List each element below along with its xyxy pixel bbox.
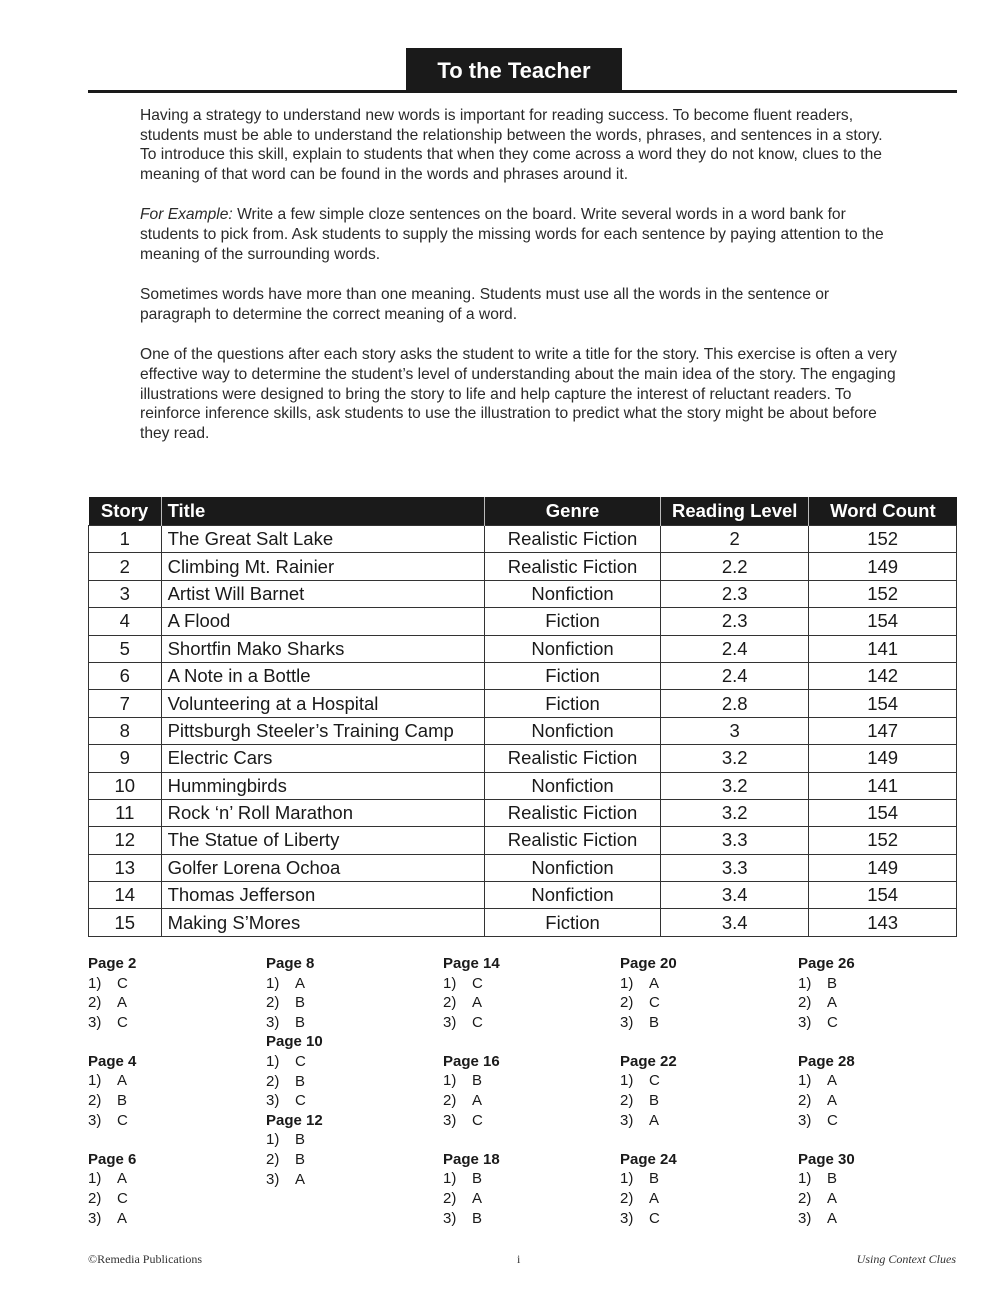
answer-letter: C: [117, 974, 128, 992]
answer-number: 1): [443, 1072, 457, 1090]
answer-number: 3): [266, 1170, 280, 1188]
answer-group: [88, 954, 258, 1032]
header-word-count: Word Count: [809, 497, 957, 526]
answer-letter: A: [472, 994, 483, 1012]
answer-page-heading: Page 12: [266, 1111, 323, 1129]
story-table-body: [89, 526, 957, 937]
cell-genre: Fiction: [484, 662, 660, 689]
table-row: [89, 662, 957, 689]
cell-reading-level: 2: [661, 526, 809, 553]
answer-page-heading: Page 2: [88, 955, 137, 972]
cell-story: 12: [89, 827, 162, 854]
answer-letter: B: [472, 1170, 483, 1188]
answer-row: [443, 1091, 613, 1111]
answer-column: [798, 954, 968, 1248]
answer-letter: C: [117, 1013, 128, 1031]
answer-letter: A: [827, 994, 838, 1012]
example-body: Write a few simple cloze sentences on the board. Write several words in a word bank for students to pick from. Ask students to supply the missing words for each sentence by paying attention to the meaning of the surrounding words.: [140, 206, 884, 263]
answer-group: [88, 1150, 258, 1228]
answer-letter: B: [295, 1013, 306, 1031]
answer-group: [620, 1052, 790, 1130]
cell-genre: Realistic Fiction: [484, 799, 660, 826]
cell-genre: Realistic Fiction: [484, 553, 660, 580]
answer-letter: C: [117, 1189, 128, 1207]
answer-number: 1): [88, 1170, 102, 1188]
cell-title: A Flood: [161, 608, 484, 635]
header-story: Story: [89, 497, 162, 526]
cell-genre: Nonfiction: [484, 717, 660, 744]
table-row: [89, 717, 957, 744]
table-row: [89, 799, 957, 826]
table-row: [89, 882, 957, 909]
table-row: [89, 854, 957, 881]
cell-genre: Realistic Fiction: [484, 745, 660, 772]
cell-reading-level: 2.4: [661, 635, 809, 662]
table-row: [89, 526, 957, 553]
answer-letter: A: [649, 1189, 660, 1207]
cell-genre: Nonfiction: [484, 580, 660, 607]
answer-row: [620, 1111, 790, 1131]
answer-letter: C: [295, 1092, 306, 1110]
answer-group: [620, 954, 790, 1032]
cell-title: Rock ‘n’ Roll Marathon: [161, 799, 484, 826]
answer-number: 1): [266, 1131, 280, 1149]
table-row: [89, 690, 957, 717]
answer-row: [798, 1111, 968, 1131]
cell-reading-level: 2.3: [661, 608, 809, 635]
answer-letter: A: [649, 974, 660, 992]
example-lead: For Example:: [140, 206, 233, 224]
cell-reading-level: 3.3: [661, 854, 809, 881]
answer-group: [266, 1032, 436, 1110]
cell-genre: Realistic Fiction: [484, 526, 660, 553]
answer-number: 2): [443, 1092, 457, 1110]
cell-reading-level: 3.2: [661, 772, 809, 799]
answer-letter: B: [117, 1092, 128, 1110]
table-row: [89, 745, 957, 772]
answer-group: [443, 1150, 613, 1228]
answer-letter: B: [295, 1072, 306, 1090]
answer-row: [88, 1209, 258, 1229]
answer-number: 3): [620, 1111, 634, 1129]
cell-genre: Fiction: [484, 608, 660, 635]
cell-story: 3: [89, 580, 162, 607]
cell-genre: Nonfiction: [484, 882, 660, 909]
answer-number: 2): [620, 994, 634, 1012]
table-row: [89, 635, 957, 662]
answer-row: [88, 1071, 258, 1091]
answer-page-heading: Page 26: [798, 955, 855, 972]
footer-book-title: Using Context Clues: [856, 1252, 956, 1266]
answer-group: [266, 954, 436, 1032]
answer-page-heading: Page 24: [620, 1150, 677, 1168]
intro-paragraph-3: Sometimes words have more than one meaning. Students must use all the words in the sentence or paragraph to determine the correct meaning of a word.: [140, 286, 830, 323]
cell-reading-level: 3.2: [661, 799, 809, 826]
answer-number: 2): [798, 1092, 812, 1110]
answer-row: [443, 1111, 613, 1131]
answer-row: [798, 1209, 968, 1229]
answer-letter: C: [472, 974, 483, 992]
answer-row: [798, 993, 968, 1013]
answer-row: [620, 1071, 790, 1091]
cell-genre: Fiction: [484, 909, 660, 936]
answer-page-heading: Page 20: [620, 955, 677, 972]
cell-story: 11: [89, 799, 162, 826]
answer-row: [88, 1091, 258, 1111]
answer-number: 1): [266, 974, 280, 992]
cell-word-count: 149: [809, 553, 957, 580]
footer-publisher: ©Remedia Publications: [88, 1252, 203, 1266]
answer-row: [620, 1189, 790, 1209]
table-row: [89, 772, 957, 799]
cell-title: The Great Salt Lake: [161, 526, 484, 553]
answer-number: 2): [443, 994, 457, 1012]
cell-word-count: 152: [809, 526, 957, 553]
answer-row: [88, 1111, 258, 1131]
cell-title: Climbing Mt. Rainier: [161, 553, 484, 580]
answer-row: [266, 1170, 436, 1190]
answer-letter: A: [117, 1209, 128, 1227]
answer-letter: A: [472, 1189, 483, 1207]
cell-word-count: 154: [809, 799, 957, 826]
intro-paragraph-2: [140, 205, 900, 264]
cell-story: 7: [89, 690, 162, 717]
answer-row: [443, 1071, 613, 1091]
answer-letter: C: [649, 994, 660, 1012]
answer-page-heading: Page 16: [443, 1052, 500, 1070]
intro-paragraph-1: Having a strategy to understand new words is important for reading success. To become fluent readers, students must be able to understand the relationship between the words, phrases, and sentences in a story. To introduce this skill, explain to students that when they come across a word they do not know, clues to the meaning of that word can be found in the words and phrases around it.: [140, 107, 883, 183]
answer-number: 3): [266, 1013, 280, 1031]
answer-row: [798, 1169, 968, 1189]
table-row: [89, 580, 957, 607]
cell-reading-level: 2.3: [661, 580, 809, 607]
cell-word-count: 154: [809, 608, 957, 635]
cell-word-count: 143: [809, 909, 957, 936]
answer-row: [443, 1169, 613, 1189]
cell-story: 15: [89, 909, 162, 936]
answer-number: 3): [443, 1209, 457, 1227]
answer-page-heading: Page 8: [266, 955, 315, 972]
answer-page-heading: Page 4: [88, 1052, 137, 1070]
cell-title: Golfer Lorena Ochoa: [161, 854, 484, 881]
header-title: Title: [161, 497, 484, 526]
answer-letter: B: [649, 1013, 660, 1031]
answer-number: 2): [620, 1092, 634, 1110]
answer-row: [266, 1052, 436, 1072]
cell-word-count: 141: [809, 772, 957, 799]
answer-letter: A: [827, 1072, 838, 1090]
answer-group: [798, 1150, 968, 1228]
cell-word-count: 154: [809, 690, 957, 717]
cell-word-count: 149: [809, 745, 957, 772]
answer-letter: B: [472, 1209, 483, 1227]
answer-letter: C: [827, 1111, 838, 1129]
cell-title: Volunteering at a Hospital: [161, 690, 484, 717]
answer-group: [798, 954, 968, 1032]
answer-number: 2): [88, 994, 102, 1012]
answer-number: 3): [620, 1209, 634, 1227]
cell-story: 14: [89, 882, 162, 909]
answer-row: [88, 1189, 258, 1209]
answer-group: [620, 1150, 790, 1228]
page-title: To the Teacher: [406, 48, 622, 92]
answer-number: 2): [266, 994, 280, 1012]
answer-number: 3): [798, 1013, 812, 1031]
answer-row: [443, 974, 613, 994]
cell-reading-level: 2.4: [661, 662, 809, 689]
table-row: [89, 553, 957, 580]
cell-word-count: 154: [809, 882, 957, 909]
cell-title: Pittsburgh Steeler’s Training Camp: [161, 717, 484, 744]
answer-row: [443, 1189, 613, 1209]
cell-title: Artist Will Barnet: [161, 580, 484, 607]
answer-letter: B: [295, 1150, 306, 1168]
answer-number: 3): [620, 1013, 634, 1031]
answer-page-heading: Page 6: [88, 1150, 137, 1168]
answer-letter: C: [472, 1013, 483, 1031]
cell-title: The Statue of Liberty: [161, 827, 484, 854]
answer-number: 1): [798, 974, 812, 992]
answer-page-heading: Page 18: [443, 1150, 500, 1168]
answer-row: [798, 1071, 968, 1091]
answer-column: [443, 954, 613, 1248]
answer-group: [88, 1052, 258, 1130]
answer-row: [620, 974, 790, 994]
answer-number: 3): [798, 1209, 812, 1227]
cell-word-count: 152: [809, 827, 957, 854]
cell-story: 9: [89, 745, 162, 772]
answer-number: 3): [798, 1111, 812, 1129]
cell-genre: Realistic Fiction: [484, 827, 660, 854]
cell-story: 1: [89, 526, 162, 553]
cell-title: Electric Cars: [161, 745, 484, 772]
answer-letter: B: [295, 994, 306, 1012]
table-row: [89, 909, 957, 936]
cell-genre: Nonfiction: [484, 854, 660, 881]
answer-letter: A: [649, 1111, 660, 1129]
header-divider: [88, 90, 957, 93]
answer-number: 2): [266, 1072, 280, 1090]
cell-reading-level: 3: [661, 717, 809, 744]
answer-letter: B: [827, 974, 838, 992]
cell-reading-level: 3.2: [661, 745, 809, 772]
cell-title: Thomas Jefferson: [161, 882, 484, 909]
cell-story: 6: [89, 662, 162, 689]
answer-letter: C: [472, 1111, 483, 1129]
cell-reading-level: 3.4: [661, 882, 809, 909]
answer-column: [266, 954, 436, 1189]
answer-row: [266, 1091, 436, 1111]
answer-row: [88, 1013, 258, 1033]
answer-number: 2): [88, 1092, 102, 1110]
answer-number: 1): [798, 1170, 812, 1188]
cell-reading-level: 3.3: [661, 827, 809, 854]
answer-row: [620, 993, 790, 1013]
answer-number: 1): [443, 1170, 457, 1188]
intro-section: [140, 106, 900, 464]
answer-letter: C: [827, 1013, 838, 1031]
header-genre: Genre: [484, 497, 660, 526]
cell-word-count: 141: [809, 635, 957, 662]
answer-number: 3): [88, 1111, 102, 1129]
answer-row: [88, 1169, 258, 1189]
answer-letter: B: [472, 1072, 483, 1090]
answer-group: [798, 1052, 968, 1130]
answer-number: 1): [798, 1072, 812, 1090]
answer-letter: C: [295, 1052, 306, 1070]
header-reading-level: Reading Level: [661, 497, 809, 526]
cell-story: 13: [89, 854, 162, 881]
answer-letter: B: [649, 1092, 660, 1110]
answer-number: 3): [266, 1092, 280, 1110]
answer-number: 3): [443, 1111, 457, 1129]
answer-letter: A: [117, 994, 128, 1012]
cell-word-count: 142: [809, 662, 957, 689]
cell-genre: Fiction: [484, 690, 660, 717]
answer-page-heading: Page 14: [443, 955, 500, 972]
answer-letter: A: [117, 1170, 128, 1188]
answer-number: 1): [266, 1052, 280, 1070]
answer-row: [443, 1013, 613, 1033]
cell-genre: Nonfiction: [484, 635, 660, 662]
answer-number: 2): [443, 1189, 457, 1207]
cell-story: 5: [89, 635, 162, 662]
answer-row: [443, 1209, 613, 1229]
answer-row: [266, 1013, 436, 1033]
cell-word-count: 147: [809, 717, 957, 744]
answer-row: [88, 974, 258, 994]
footer-page-number: i: [517, 1252, 521, 1266]
story-table: [88, 497, 957, 937]
answer-number: 2): [798, 1189, 812, 1207]
answer-row: [266, 1130, 436, 1150]
answer-row: [88, 993, 258, 1013]
answer-row: [798, 1013, 968, 1033]
answer-number: 2): [266, 1150, 280, 1168]
answer-page-heading: Page 30: [798, 1150, 855, 1168]
answer-row: [266, 974, 436, 994]
cell-title: A Note in a Bottle: [161, 662, 484, 689]
answer-letter: A: [295, 974, 306, 992]
answer-number: 3): [443, 1013, 457, 1031]
cell-story: 4: [89, 608, 162, 635]
table-header-row: [89, 497, 957, 526]
cell-reading-level: 2.2: [661, 553, 809, 580]
answer-number: 1): [620, 974, 634, 992]
answer-group: [266, 1111, 436, 1189]
answer-row: [443, 993, 613, 1013]
answer-letter: B: [827, 1170, 838, 1188]
answer-letter: B: [295, 1131, 306, 1149]
answer-page-heading: Page 22: [620, 1052, 677, 1070]
answer-letter: C: [649, 1209, 660, 1227]
cell-story: 8: [89, 717, 162, 744]
answer-row: [266, 1072, 436, 1092]
answer-row: [620, 1209, 790, 1229]
answer-letter: C: [649, 1072, 660, 1090]
answer-group: [443, 954, 613, 1032]
cell-word-count: 152: [809, 580, 957, 607]
answer-letter: A: [472, 1092, 483, 1110]
answer-row: [798, 1091, 968, 1111]
answer-letter: B: [649, 1170, 660, 1188]
table-row: [89, 827, 957, 854]
answer-row: [620, 1013, 790, 1033]
answer-number: 1): [620, 1072, 634, 1090]
answer-letter: C: [117, 1111, 128, 1129]
answer-number: 1): [88, 974, 102, 992]
cell-genre: Nonfiction: [484, 772, 660, 799]
answer-group: [443, 1052, 613, 1130]
cell-reading-level: 3.4: [661, 909, 809, 936]
answer-column: [88, 954, 258, 1248]
answer-letter: A: [117, 1072, 128, 1090]
answer-row: [266, 993, 436, 1013]
cell-title: Shortfin Mako Sharks: [161, 635, 484, 662]
answer-number: 1): [443, 974, 457, 992]
answer-number: 3): [88, 1013, 102, 1031]
answer-row: [798, 974, 968, 994]
answer-number: 3): [88, 1209, 102, 1227]
answer-row: [620, 1169, 790, 1189]
answer-page-heading: Page 10: [266, 1033, 323, 1051]
answer-row: [620, 1091, 790, 1111]
answer-row: [798, 1189, 968, 1209]
answer-page-heading: Page 28: [798, 1052, 855, 1070]
answer-number: 1): [620, 1170, 634, 1188]
cell-title: Making S’Mores: [161, 909, 484, 936]
cell-word-count: 149: [809, 854, 957, 881]
answer-number: 2): [798, 994, 812, 1012]
intro-paragraph-4: One of the questions after each story asks the student to write a title for the story. This exercise is often a very effective way to determine the student’s level of understanding about the main idea of the story. The engaging illustrations were designed to bring the story to life and help capture the interest of reluctant readers. To reinforce inference skills, ask students to use the illustration to predict what the story might be about before they read.: [140, 346, 897, 442]
cell-reading-level: 2.8: [661, 690, 809, 717]
answer-row: [266, 1150, 436, 1170]
table-row: [89, 608, 957, 635]
cell-story: 2: [89, 553, 162, 580]
answer-letter: A: [827, 1092, 838, 1110]
cell-story: 10: [89, 772, 162, 799]
answer-number: 2): [620, 1189, 634, 1207]
answer-number: 2): [88, 1189, 102, 1207]
cell-title: Hummingbirds: [161, 772, 484, 799]
answer-column: [620, 954, 790, 1248]
answer-letter: A: [295, 1170, 306, 1188]
answer-number: 1): [88, 1072, 102, 1090]
answer-letter: A: [827, 1209, 838, 1227]
answer-letter: A: [827, 1189, 838, 1207]
